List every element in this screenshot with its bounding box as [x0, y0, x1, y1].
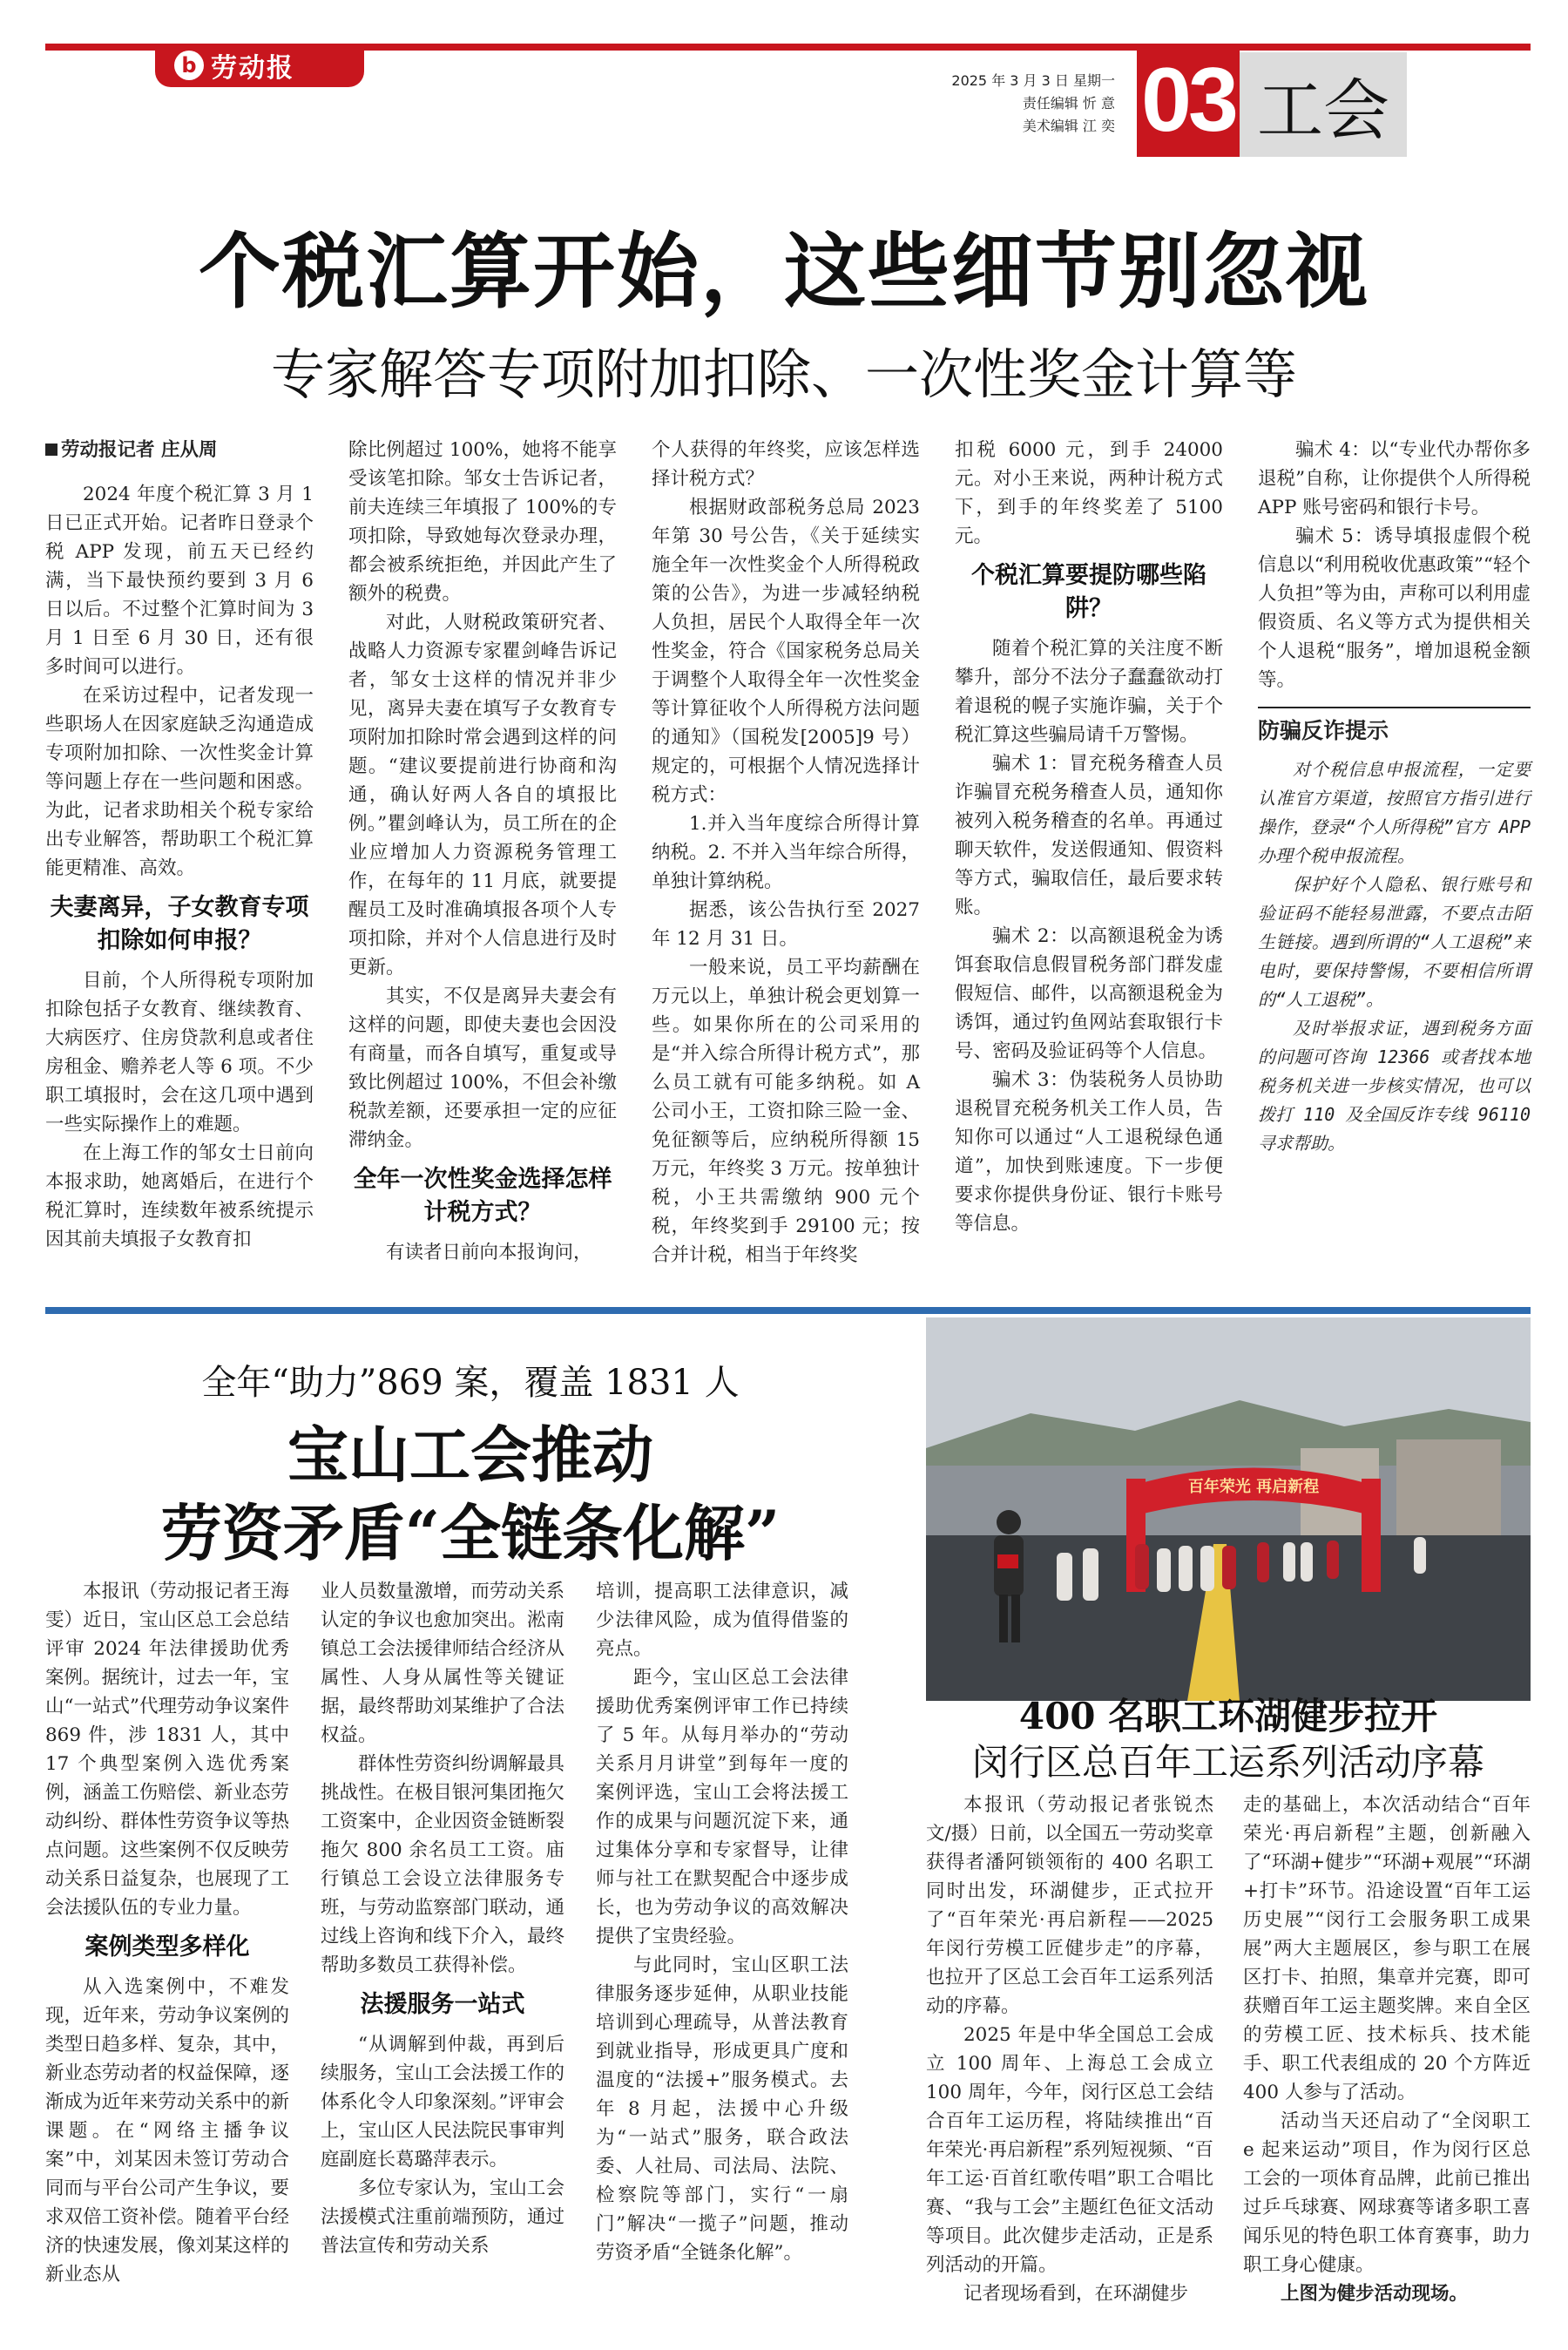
paragraph: 在上海工作的邹女士日前向本报求助，她离婚后，在进行个税汇算时，连续数年被系统提示因其前夫填报子女教育扣 — [45, 1142, 314, 1250]
art-editor-credit: 美术编辑 江 奕 — [1022, 118, 1115, 134]
paragraph: 骗术 1：冒充税务稽查人员诈骗冒充税务稽查人员，通知你被列入税务稽查的名单。再通过聊天软件，发送假通知、假资料等方式，骗取信任，最后要求转账。 — [955, 753, 1223, 918]
paragraph: 从入选案例中，不难发现，近年来，劳动争议案例的类型日趋多样、复杂，其中，新业态劳动者的权益保障，逐渐成为近年来劳动关系中的新课题。在“网络主播争议案”中，刘某因未签订劳动合同而与平台公司产生争议，要求双倍工资补偿。随着平台经济的快速发展，像刘某这样的新业态从 — [45, 1976, 289, 2286]
paragraph: 2024 年度个税汇算 3 月 1 日已正式开始。记者昨日登录个税 APP 发现，前五天已经约满，当下最快预约要到 3 月 6 日以后。不过整个汇算时间为 3 月 1 日至 6 月 30 日，还有很多时间可以进行。 — [45, 484, 314, 678]
story2-headline — [87, 1416, 854, 1573]
logo-icon: b — [174, 51, 204, 80]
section-name: 工会 — [1240, 52, 1407, 157]
paragraph: 群体性劳资纠纷调解最具挑战性。在极目银河集团拖欠工资案中，企业因资金链断裂拖欠 800 余名员工工资。庙行镇总工会设立法律服务专班，与劳动监察部门联动，通过线上咨询和线下介入，最终帮助多数员工获得补偿。 — [321, 1753, 564, 1976]
story2-col-2 — [321, 1577, 564, 2260]
issue-date: 2025 年 3 月 3 日 星期一 — [951, 72, 1115, 89]
main-col-2 — [348, 436, 617, 1267]
paragraph: 一般来说，员工平均薪酬在万元以上，单独计税会更划算一些。如果你所在的公司采用的是“并入综合所得计税方式”，那么员工就有可能多纳税。如 A 公司小王，工资扣除三险一金、免征额等后，应纳税所得额 15 万元，年终奖 3 万元。按单独计税，小王共需缴纳 900 元个税，年终奖到手 29100 元；按合并计税，相当于年终奖 — [652, 957, 920, 1266]
subheading: 法援服务一站式 — [360, 1991, 525, 2018]
paragraph: 骗术 2：以高额退税金为诱饵套取信息假冒税务部门群发虚假短信、邮件，以高额退税金为诱饵，通过钓鱼网站套取银行卡号、密码及验证码等个人信息。 — [955, 925, 1223, 1062]
byline: 劳动报记者 庄从周 — [61, 439, 218, 461]
story2-headline-line1: 宝山工会推动 — [287, 1419, 653, 1491]
paragraph: 本报讯（劳动报记者王海雯）近日，宝山区总工会总结评审 2024 年法律援助优秀案例。据统计，过去一年，宝山“一站式”代理劳动争议案件 869 件，涉 1831 人，其中 17 个典型案例入选优秀案例，涵盖工伤赔偿、新业态劳动纠纷、群体性劳资争议等热点问题。这些案例不仅反映劳动关系日益复杂，也展现了工会法援队伍的专业力量。 — [45, 1581, 289, 1919]
paragraph: 2025 年是中华全国总工会成立 100 周年、上海总工会成立 100 周年，今年，闵行区总工会结合百年工运历程，将陆续推出“百年荣光·再启新程”系列短视频、“百年工运·百首红歌传唱”职工合唱比赛、“我与工会”主题红色征文活动等项目。此次健步走活动，正是系列活动的开篇。 — [926, 2024, 1213, 2276]
paragraph: 根据财政部税务总局 2023 年第 30 号公告，《关于延续实施全年一次性奖金个人所得税政策的公告》，为进一步减轻纳税人负担，居民个人取得全年一次性奖金，符合《国家税务总局关于调整个人取得全年一次性奖金等计算征收个人所得税方法问题的通知》（国税发[2005]9 号）规定的，可根据个人情况选择计税方式： — [652, 497, 920, 806]
photo-caption-subheadline: 闵行区总百年工运系列活动序幕 — [971, 1741, 1484, 1784]
tip-box-title: 防骗反诈提示 — [1258, 707, 1531, 745]
subheading: 全年一次性奖金选择怎样计税方式？ — [353, 1166, 612, 1226]
headline: 个税汇算开始，这些细节别忽视 — [198, 224, 1369, 320]
main-col-4 — [955, 436, 1223, 1238]
paragraph: 骗术 4：以“专业代办帮你多退税”自称，让你提供个人所得税 APP 账号密码和银行卡号。 — [1258, 439, 1531, 518]
paragraph: 骗术 5：诱导填报虚假个税信息以“利用税收优惠政策”“轻个人负担”等为由，声称可以利用虚假资质、名义等方式为提供相关个人退税“服务”，增加退税金额等。 — [1258, 525, 1531, 691]
paragraph: 随着个税汇算的关注度不断攀升，部分不法分子蠢蠢欲动打着退税的幌子实施诈骗，关于个税汇算这些骗局请千万警惕。 — [955, 638, 1223, 746]
story2-col-3 — [596, 1577, 848, 2267]
paragraph: 记者现场看到，在环湖健步 — [963, 2283, 1189, 2305]
story2-headline-line2: 劳资矛盾“全链条化解” — [160, 1497, 781, 1569]
logo-text: 劳动报 — [211, 53, 294, 84]
tip-paragraph: 保护好个人隐私、银行账号和验证码不能轻易泄露，不要点击陌生链接。遇到所谓的“人工退税”来电时，要保持警惕，不要相信所谓的“人工退税”。 — [1258, 874, 1531, 1010]
paragraph: 1.并入当年度综合所得计算纳税。2. 不并入当年综合所得，单独计算纳税。 — [652, 813, 920, 892]
main-col-1 — [45, 436, 314, 1254]
photo-banner-text: 百年荣光 再启新程 — [1187, 1478, 1320, 1496]
edition-meta — [871, 70, 1115, 138]
news-photo — [926, 1317, 1531, 1701]
tip-paragraph: 对个税信息申报流程，一定要认准官方渠道，按照官方指引进行操作，登录“个人所得税”官方 APP 办理个税申报流程。 — [1258, 759, 1531, 866]
paragraph: 与此同时，宝山区职工法律服务逐步延伸，从职业技能培训到心理疏导，从普法教育到就业指导，形成更具广度和温度的“法援+”服务模式。去年 8 月起，法援中心升级为“一站式”服务，联合政法委、人社局、司法局、法院、检察院等部门，实行“一扇门”解决“一揽子”问题，推动劳资矛盾“全链条化解”。 — [596, 1954, 848, 2264]
paragraph: 除比例超过 100%，她将不能享受该笔扣除。邹女士告诉记者，前夫连续三年填报了 100%的专项扣除，导致她每次登录办理，都会被系统拒绝，并因此产生了额外的税费。 — [348, 439, 617, 605]
paragraph: 多位专家认为，宝山工会法援模式注重前端预防，通过普法宣传和劳动关系 — [321, 2177, 564, 2257]
tip-paragraph: 及时举报求证，遇到税务方面的问题可咨询 12366 或者找本地税务机关进一步核实情况，也可以拨打 110 及全国反诈专线 96110 寻求帮助。 — [1258, 1018, 1531, 1154]
paragraph: 培训，提高职工法律意识，减少法律风险，成为值得借鉴的亮点。 — [596, 1581, 848, 1660]
byline-square-icon — [45, 444, 57, 456]
subheading: 个税汇算要提防哪些陷阱？ — [971, 562, 1206, 622]
paragraph: 本报讯（劳动报记者张锐杰 文/摄）日前，以全国五一劳动奖章获得者潘阿锁领衔的 400 名职工同时出发，环湖健步，正式拉开了“百年荣光·再启新程——2025 年闵行劳模工匠健步走”的序幕，也拉开了区总工会百年工运系列活动的序幕。 — [926, 1794, 1213, 2017]
paragraph: 个人获得的年终奖，应该怎样选择计税方式？ — [652, 439, 920, 490]
paragraph: “从调解到仲裁，再到后续服务，宝山工会法援工作的体系化令人印象深刻。”评审会上，宝山区人民法院民事审判庭副庭长葛璐萍表示。 — [321, 2034, 564, 2171]
paragraph: 扣税 6000 元，到手 24000 元。对小王来说，两种计税方式下，到手的年终奖差了 5100 元。 — [955, 439, 1223, 547]
main-col-3 — [652, 436, 920, 1270]
photo-caption-headline: 400 名职工环湖健步拉开 — [1018, 1695, 1438, 1737]
paragraph: 业人员数量激增，而劳动关系认定的争议也愈加突出。淞南镇总工会法援律师结合经济从属性、人身从属性等关键证据，最终帮助刘某维护了合法权益。 — [321, 1581, 564, 1746]
story3-col-2 — [1243, 1791, 1531, 2308]
paragraph: 据悉，该公告执行至 2027 年 12 月 31 日。 — [652, 899, 920, 950]
paragraph: 骗术 3：伪装税务人员协助退税冒充税务机关工作人员，告知你可以通过“人工退税绿色通道”，加快到账速度。下一步便要求你提供身份证、银行卡账号等信息。 — [955, 1069, 1223, 1235]
story2-kicker: 全年“助力”869 案，覆盖 1831 人 — [201, 1363, 740, 1403]
paragraph: 有读者日前向本报询问， — [386, 1242, 592, 1263]
story2-col-1 — [45, 1577, 289, 2289]
paragraph: 目前，个人所得税专项附加扣除包括子女教育、继续教育、大病医疗、住房贷款利息或者住房租金、赡养老人等 6 项。不少职工填报时，会在这几项中遇到一些实际操作上的难题。 — [45, 970, 314, 1135]
main-col-5 — [1258, 436, 1531, 1158]
photo-illustration — [926, 1317, 1531, 1701]
page-number: 03 — [1137, 44, 1240, 157]
subheading: 案例类型多样化 — [84, 1934, 250, 1961]
paragraph: 其实，不仅是离异夫妻会有这样的问题，即使夫妻也会因没有商量，而各自填写，重复或导致比例超过 100%，不但会补缴税款差额，还要承担一定的应征滞纳金。 — [348, 985, 617, 1151]
paragraph: 活动当天还启动了“全闵职工 e 起来运动”项目，作为闵行区总工会的一项体育品牌，此前已推出过乒乓球赛、网球赛等诸多职工喜闻乐见的特色职工体育赛事，助力职工身心健康。 — [1243, 2110, 1531, 2276]
masthead-logo — [155, 44, 364, 87]
subheading: 夫妻离异，子女教育专项扣除如何申报？ — [50, 894, 309, 954]
paragraph: 在采访过程中，记者发现一些职场人在因家庭缺乏沟通造成专项附加扣除、一次性奖金计算等问题上存在一些问题和困惑。为此，记者求助相关个税专家给出专业解答，帮助职工个税汇算能更精准、高效。 — [45, 685, 314, 879]
subheadline: 专家解答专项附加扣除、一次性奖金计算等 — [270, 342, 1297, 406]
paragraph: 走的基础上，本次活动结合“百年荣光·再启新程”主题，创新融入了“环湖+健步”“环湖+观展”“环湖+打卡”环节。沿途设置“百年工运历史展”“闵行工会服务职工成果展”两大主题展区，参与职工在展区打卡、拍照，集章并完赛，即可获赠百年工运主题奖牌。来自全区的劳模工匠、技术标兵、技术能手、职工代表组成的 20 个方阵近 400 人参与了活动。 — [1243, 1794, 1531, 2103]
editor-credit: 责任编辑 忻 意 — [1022, 95, 1115, 112]
photo-note: 上图为健步活动现场。 — [1281, 2283, 1469, 2305]
story3-col-1 — [926, 1791, 1213, 2308]
paragraph: 距今，宝山区总工会法律援助优秀案例评审工作已持续了 5 年。从每月举办的“劳动关系月月讲堂”到每年一度的案例评选，宝山工会将法援工作的成果与问题沉淀下来，通过集体分享和专家督导，让律师与社工在默契配合中逐步成长，也为劳动争议的高效解决提供了宝贵经验。 — [596, 1667, 848, 1947]
paragraph: 对此，人财税政策研究者、战略人力资源专家瞿剑峰告诉记者，邹女士这样的情况并非少见，离异夫妻在填写子女教育专项附加扣除时常会遇到这样的问题。“建议要提前进行协商和沟通，确认好两人各自的填报比例。”瞿剑峰认为，员工所在的企业应增加人力资源税务管理工作，在每年的 11 月底，就要提醒员工及时准确填报各项个人专项扣除，并对个人信息进行及时更新。 — [348, 612, 617, 979]
section-divider — [45, 1307, 1531, 1314]
